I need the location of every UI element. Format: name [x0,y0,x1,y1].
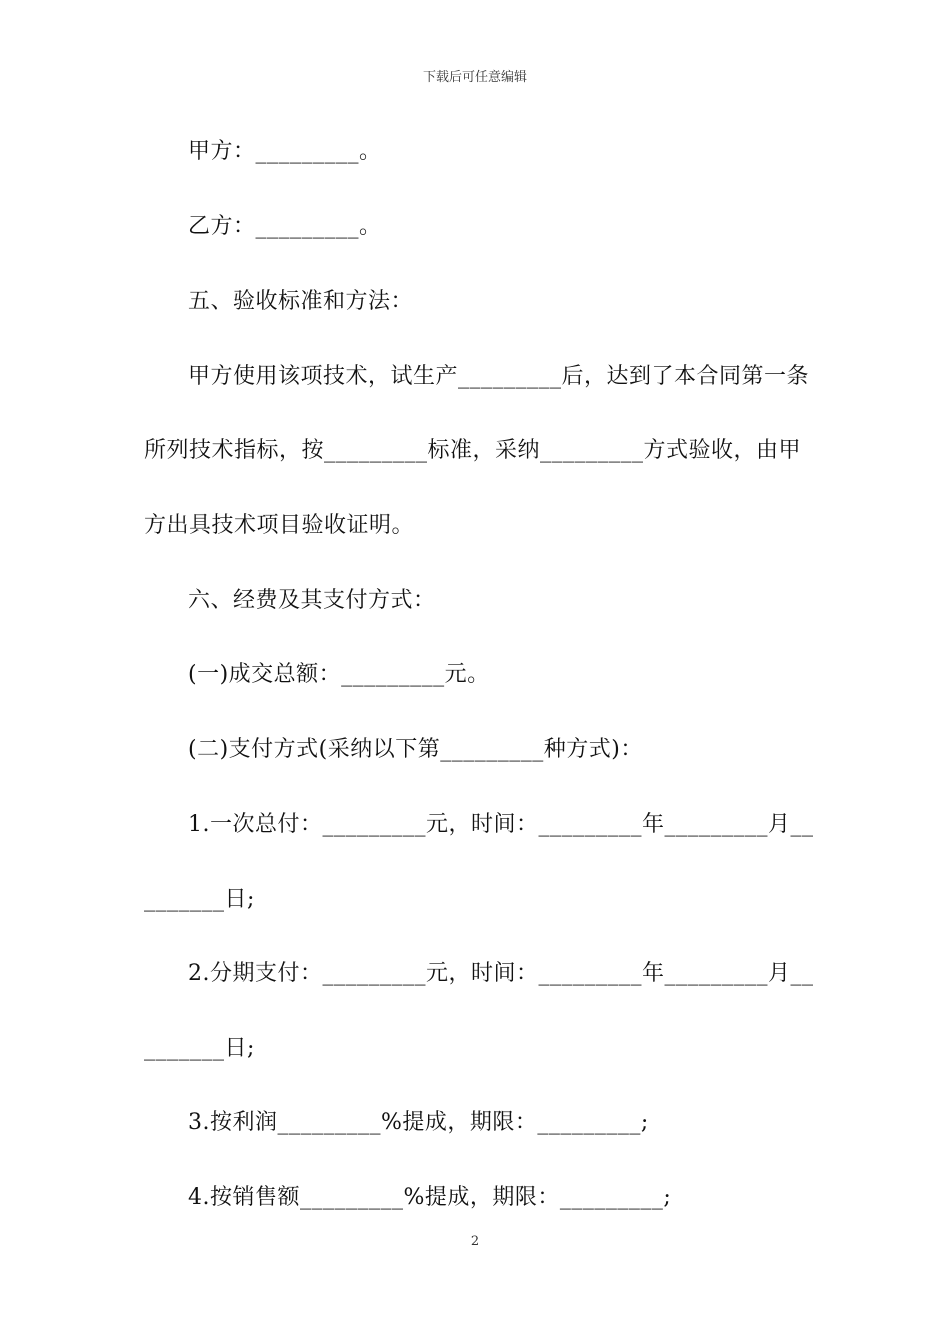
acceptance-paragraph-1: 甲方使用该项技术，试生产_________后，达到了本合同第一条 [188,364,810,389]
section-6-heading: 六、经费及其支付方式： [188,588,436,613]
section-5-heading: 五、验收标准和方法： [188,289,414,314]
party-a-line: 甲方：_________。 [188,139,382,164]
acceptance-paragraph-2: 所列技术指标，按_________标准，采纳_________方式验收，由甲 [144,438,802,463]
total-amount-line: (一)成交总额：_________元。 [188,662,490,687]
profit-share-line: 3.按利润_________%提成，期限：_________; [188,1110,649,1135]
lump-sum-day-line: _______日; [144,887,255,912]
installment-day-line: _______日; [144,1036,255,1061]
lump-sum-line: 1.一次总付：_________元，时间：_________年_________月__ [188,812,814,837]
party-b-line: 乙方：_________。 [188,214,382,239]
page-header: 下载后可任意编辑 [422,70,527,85]
payment-method-line: (二)支付方式(采纳以下第_________种方式)： [188,737,643,762]
acceptance-paragraph-3: 方出具技术项目验收证明。 [144,513,415,538]
sales-share-line: 4.按销售额_________%提成，期限：_________; [188,1185,672,1210]
installment-line: 2.分期支付：_________元，时间：_________年_________月__ [188,961,814,986]
page-number: 2 [470,1234,480,1249]
